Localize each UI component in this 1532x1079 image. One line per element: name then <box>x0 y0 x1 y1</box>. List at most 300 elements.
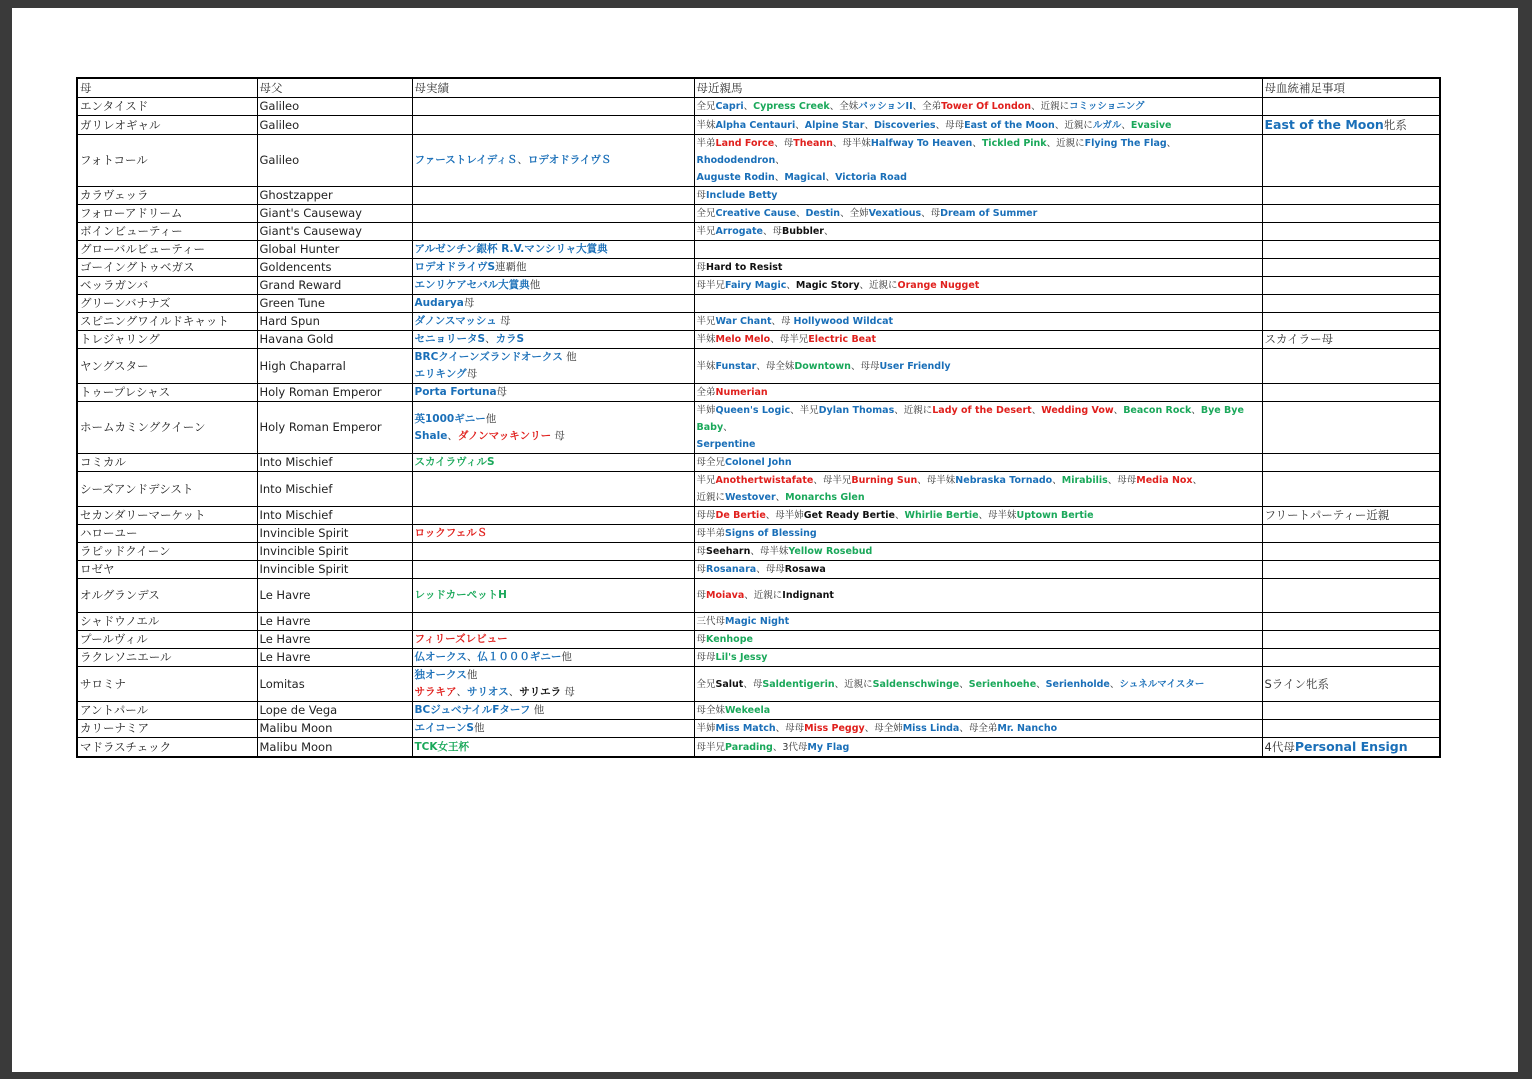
text-run: Shale <box>414 429 448 442</box>
table-row <box>77 543 1440 561</box>
text-run: Queen's Logic <box>715 405 791 416</box>
dam-performance-cell <box>412 259 694 277</box>
cell-line <box>697 631 1260 648</box>
text-run: 母 <box>696 590 707 601</box>
dam-sire-cell: Green Tune <box>257 295 412 313</box>
text-run: 半姉 <box>696 723 716 734</box>
text-run: 全兄 <box>696 208 716 219</box>
text-run: Monarchs Glen <box>785 492 865 503</box>
cell-line <box>415 684 692 701</box>
table-row <box>77 702 1440 720</box>
cell-line <box>697 436 1260 453</box>
cell-line <box>697 489 1260 506</box>
text-run: アルゼンチン銀杯 R.V.マンシリャ大賞典 <box>414 243 608 255</box>
dam-name-cell: ガリレオギャル <box>77 116 257 135</box>
pedigree-note-cell <box>1262 561 1440 579</box>
table-row <box>77 525 1440 543</box>
text-run: Sライン牝系 <box>1264 676 1329 691</box>
text-run: 、近親に <box>834 678 873 690</box>
dam-relatives-cell <box>694 349 1262 384</box>
text-run: シュネルマイスター <box>1119 678 1205 690</box>
cell-line <box>415 241 692 258</box>
cell-line <box>415 295 692 312</box>
cell-line <box>415 525 692 542</box>
dam-relatives-cell <box>694 613 1262 631</box>
dam-relatives-cell <box>694 223 1262 241</box>
text-run: パッションII <box>858 101 913 112</box>
pedigree-note-cell <box>1262 507 1440 525</box>
text-run: Indignant <box>782 590 834 601</box>
text-run: BRCクイーンズランドオークス <box>414 351 563 363</box>
text-run: 半兄 <box>696 316 716 327</box>
text-run: 、母半妹 <box>978 510 1017 521</box>
text-run: Wedding Vow <box>1041 405 1114 416</box>
dam-performance-cell <box>412 135 694 187</box>
text-run: 4代母 <box>1264 740 1295 754</box>
text-run: 、 <box>775 155 785 166</box>
pedigree-note-cell <box>1262 223 1440 241</box>
dam-relatives-cell <box>694 631 1262 649</box>
text-run: Whirlie Bertie <box>904 510 979 521</box>
dam-sire-cell: Giant's Causeway <box>257 205 412 223</box>
text-run: 他 <box>530 704 545 716</box>
pedigree-note-cell <box>1262 738 1440 758</box>
text-run: エイコーンS <box>414 722 474 734</box>
text-run: スカイラヴィルS <box>414 456 495 468</box>
text-run: Beacon Rock <box>1123 405 1192 416</box>
text-run: 、近親に <box>894 405 933 416</box>
pedigree-note-cell <box>1262 579 1440 613</box>
cell-line <box>697 135 1260 169</box>
text-run: Alpha Centauri <box>715 119 796 131</box>
dam-performance-cell <box>412 720 694 738</box>
dam-name-cell: ヤングスター <box>77 349 257 384</box>
text-run: 全兄 <box>696 101 716 112</box>
pedigree-note-cell <box>1262 613 1440 631</box>
dam-relatives-cell <box>694 135 1262 187</box>
cell-line <box>415 428 692 445</box>
text-run: 牝系 <box>1383 118 1407 132</box>
dam-sire-cell: Invincible Spirit <box>257 561 412 579</box>
text-run: East of the Moon <box>1264 117 1384 132</box>
text-run: 、近親に <box>1054 119 1093 131</box>
header-dam-performance: 母実績 <box>412 78 694 98</box>
dam-performance-cell <box>412 384 694 402</box>
text-run: 、 <box>1166 138 1177 149</box>
text-run: 独オークス <box>414 669 467 681</box>
text-run: Halfway To Heaven <box>870 138 973 149</box>
text-run: Melo Melo <box>715 334 771 345</box>
text-run: 、母半兄 <box>770 334 809 345</box>
pedigree-note-cell <box>1262 543 1440 561</box>
table-row <box>77 579 1440 613</box>
text-run: 母 <box>496 386 508 398</box>
table-row <box>77 331 1440 349</box>
dam-name-cell: ベッラガンバ <box>77 277 257 295</box>
text-run: ロデオドライヴS <box>414 261 496 273</box>
text-run: Lil's Jessy <box>715 652 768 663</box>
text-run: My Flag <box>807 741 850 753</box>
pedigree-note-cell <box>1262 187 1440 205</box>
cell-line <box>697 676 1260 693</box>
dam-performance-cell <box>412 349 694 384</box>
dam-name-cell: フォトコール <box>77 135 257 187</box>
text-run: エリキング <box>414 368 467 380</box>
dam-sire-cell: Into Mischief <box>257 454 412 472</box>
dam-relatives-cell <box>694 561 1262 579</box>
dam-sire-cell: Invincible Spirit <box>257 543 412 561</box>
dam-name-cell: サロミナ <box>77 667 257 702</box>
text-run: 母 <box>463 297 475 309</box>
table-row <box>77 116 1440 135</box>
dam-relatives-cell <box>694 384 1262 402</box>
dam-performance-cell <box>412 702 694 720</box>
cell-line <box>697 169 1260 186</box>
text-run: War Chant <box>715 316 772 327</box>
cell-line <box>697 720 1260 737</box>
dam-name-cell: ボインビューティー <box>77 223 257 241</box>
dam-sire-cell: Lope de Vega <box>257 702 412 720</box>
dam-performance-cell <box>412 525 694 543</box>
text-run: 、母半妹 <box>917 475 956 486</box>
cell-line <box>697 587 1260 604</box>
pedigree-note-cell <box>1262 98 1440 116</box>
text-run: Personal Ensign <box>1294 739 1408 754</box>
text-run: Get Ready Bertie <box>803 510 895 521</box>
text-run: 、 <box>775 492 786 503</box>
text-run: 半姉 <box>696 405 716 416</box>
text-run: 、 <box>1052 475 1062 486</box>
dam-sire-cell: Le Havre <box>257 631 412 649</box>
header-row <box>77 78 1440 98</box>
text-run: Lady of the Desert <box>932 405 1032 416</box>
text-run: Alpine Star <box>804 119 865 131</box>
dam-name-cell: マドラスチェック <box>77 738 257 758</box>
dam-performance-cell <box>412 331 694 349</box>
pedigree-note-cell <box>1262 402 1440 454</box>
text-run: 連覇他 <box>495 261 527 273</box>
text-run: Capri <box>715 101 744 112</box>
cell-line <box>697 649 1260 666</box>
header-pedigree-notes: 母血統補足事項 <box>1262 78 1440 98</box>
cell-line <box>697 205 1260 222</box>
text-run: 半妹 <box>696 334 716 345</box>
text-run: Miss Linda <box>902 723 960 734</box>
text-run: 母 <box>551 429 565 442</box>
cell-line <box>697 507 1260 524</box>
dam-performance-cell <box>412 241 694 259</box>
text-run: Hollywood Wildcat <box>793 316 894 327</box>
text-run: 、 <box>972 138 982 149</box>
dam-name-cell: ハローユー <box>77 525 257 543</box>
text-run: 、 <box>1191 405 1201 416</box>
text-run: Parading <box>725 741 773 753</box>
text-run: 、 <box>508 686 520 698</box>
pedigree-note-cell <box>1262 295 1440 313</box>
dam-relatives-cell <box>694 241 1262 259</box>
text-run: Land Force <box>715 138 775 149</box>
text-run: 、 <box>894 510 905 521</box>
text-run: 母半兄 <box>696 280 726 291</box>
cell-line <box>697 613 1260 630</box>
text-run: Evasive <box>1130 119 1172 131</box>
dam-performance-cell <box>412 561 694 579</box>
dam-performance-cell <box>412 187 694 205</box>
text-run: 、 <box>723 422 733 433</box>
text-run: Magic Story <box>795 280 860 291</box>
text-run: 母母 <box>696 652 716 663</box>
text-run: Burning Sun <box>851 475 918 486</box>
text-run: 他 <box>561 651 572 663</box>
dam-name-cell: シャドウノエル <box>77 613 257 631</box>
table-row <box>77 667 1440 702</box>
cell-line <box>697 223 1260 240</box>
text-run: Salut <box>715 678 744 690</box>
cell-line <box>697 98 1260 115</box>
text-run: 、母 <box>771 316 794 327</box>
text-run: 、 <box>743 101 754 112</box>
text-run: 母 <box>496 315 511 327</box>
dam-performance-cell <box>412 472 694 507</box>
table-row <box>77 613 1440 631</box>
text-run: 、近親に <box>1046 138 1085 149</box>
text-run: Anothertwistafate <box>715 475 814 486</box>
text-run: Bubbler <box>781 226 824 237</box>
text-run: 、母 <box>921 208 941 219</box>
document-page <box>12 8 1518 1072</box>
dam-sire-cell: Galileo <box>257 135 412 187</box>
dam-performance-cell <box>412 543 694 561</box>
dam-name-cell: グリーンバナナズ <box>77 295 257 313</box>
dam-sire-cell: Le Havre <box>257 613 412 631</box>
text-run: User Friendly <box>879 360 951 372</box>
pedigree-note-cell <box>1262 116 1440 135</box>
text-run: 近親に <box>696 492 726 503</box>
text-run: Hard to Resist <box>706 262 783 273</box>
pedigree-note-cell <box>1262 472 1440 507</box>
text-run: Dylan Thomas <box>818 405 895 416</box>
table-body <box>77 78 1440 757</box>
text-run: Auguste Rodin <box>696 172 775 183</box>
dam-sire-cell: Galileo <box>257 98 412 116</box>
dam-performance-cell <box>412 649 694 667</box>
text-run: フリートパーティー近親 <box>1264 508 1390 522</box>
cell-line <box>697 543 1260 560</box>
text-run: Moiava <box>706 590 745 601</box>
table-row <box>77 98 1440 116</box>
text-run: 、 <box>774 172 785 183</box>
text-run: 全弟 <box>696 387 716 398</box>
dam-performance-cell <box>412 277 694 295</box>
cell-line <box>415 702 692 719</box>
header-dam-relatives: 母近親馬 <box>694 78 1262 98</box>
dam-relatives-cell <box>694 720 1262 738</box>
text-run: 、 <box>1109 678 1120 690</box>
text-run: 英1000ギニー <box>414 412 486 425</box>
text-run: 他 <box>473 722 485 734</box>
text-run: Destin <box>805 208 841 219</box>
text-run: Bye Bye Baby <box>696 405 1244 433</box>
dam-name-cell: トレジャリング <box>77 331 257 349</box>
text-run: TCK女王杯 <box>414 740 470 753</box>
text-run: Orange Nugget <box>897 280 980 291</box>
text-run: 、母母 <box>775 723 805 734</box>
text-run: 、 <box>786 280 796 291</box>
text-run: 、 <box>959 678 969 690</box>
dam-name-cell: セカンダリーマーケット <box>77 507 257 525</box>
text-run: ルガル <box>1092 119 1122 131</box>
text-run: 他 <box>466 669 478 681</box>
cell-line <box>697 702 1260 719</box>
text-run: Rhododendron <box>696 155 776 166</box>
dam-relatives-cell <box>694 205 1262 223</box>
text-run: Arrogate <box>715 226 763 237</box>
cell-line <box>415 259 692 276</box>
text-run: 半兄 <box>696 226 716 237</box>
text-run: Vexatious <box>868 208 922 219</box>
table-row <box>77 561 1440 579</box>
text-run: Media Nox <box>1136 475 1193 486</box>
text-run: 、 <box>517 154 528 166</box>
text-run: 、母 <box>762 226 782 237</box>
dam-relatives-cell <box>694 702 1262 720</box>
dam-sire-cell: Malibu Moon <box>257 720 412 738</box>
text-run: 仏オークス <box>414 651 467 663</box>
text-run: 、母全妹 <box>756 360 795 372</box>
text-run: 、母母 <box>1107 475 1137 486</box>
text-run: 半弟 <box>696 138 716 149</box>
dam-performance-cell <box>412 738 694 758</box>
dam-name-cell: アントパール <box>77 702 257 720</box>
dam-name-cell: ラクレソニエール <box>77 649 257 667</box>
text-run: カラS <box>495 333 525 345</box>
text-run: 、母半妹 <box>832 138 871 149</box>
text-run: 、母全姉 <box>864 723 903 734</box>
cell-line <box>697 561 1260 578</box>
dam-name-cell: ホームカミングクイーン <box>77 402 257 454</box>
table-row <box>77 507 1440 525</box>
text-run: 半兄 <box>696 475 716 486</box>
text-run: Rosanara <box>706 564 757 575</box>
text-run: Cypress Creek <box>753 101 830 112</box>
table-row <box>77 384 1440 402</box>
text-run: Funstar <box>715 360 757 372</box>
text-run: 、全姉 <box>840 208 869 219</box>
dam-relatives-cell <box>694 331 1262 349</box>
dam-sire-cell: Invincible Spirit <box>257 525 412 543</box>
text-run: Kenhope <box>706 634 753 645</box>
pedigree-note-cell <box>1262 720 1440 738</box>
text-run: サリオス <box>467 686 509 698</box>
dam-name-cell: オルグランデス <box>77 579 257 613</box>
text-run: フィリーズレビュー <box>414 633 508 645</box>
dam-relatives-cell <box>694 649 1262 667</box>
text-run: Seeharn <box>706 546 751 557</box>
text-run: レッドカーペットH <box>414 589 507 601</box>
text-run: 、 <box>864 119 874 131</box>
pedigree-note-cell <box>1262 702 1440 720</box>
text-run: Electric Beat <box>808 334 877 345</box>
text-run: 、全妹 <box>829 101 859 112</box>
dam-name-cell: カラヴェッラ <box>77 187 257 205</box>
text-run: 他 <box>485 412 497 425</box>
pedigree-note-cell <box>1262 277 1440 295</box>
dam-sire-cell: Ghostzapper <box>257 187 412 205</box>
text-run: ファーストレイディＳ <box>414 154 518 166</box>
text-run: 、母全弟 <box>959 723 998 734</box>
text-run: 他 <box>562 351 577 363</box>
table-row <box>77 205 1440 223</box>
cell-line <box>697 402 1260 436</box>
text-run: Audarya <box>414 297 464 309</box>
dam-sire-cell: Hard Spun <box>257 313 412 331</box>
dam-relatives-cell <box>694 525 1262 543</box>
pedigree-note-cell <box>1262 631 1440 649</box>
text-run: セニョリータS <box>414 333 486 345</box>
dam-relatives-cell <box>694 402 1262 454</box>
pedigree-note-cell <box>1262 205 1440 223</box>
text-run: Miss Match <box>715 723 776 734</box>
dam-performance-cell <box>412 631 694 649</box>
cell-line <box>1265 676 1438 693</box>
text-run: 、母 <box>774 138 794 149</box>
text-run: Saldentigerin <box>762 678 835 690</box>
text-run: Creative Cause <box>715 208 797 219</box>
dam-sire-cell: Le Havre <box>257 649 412 667</box>
pedigree-note-cell <box>1262 259 1440 277</box>
cell-line <box>1265 116 1438 134</box>
dam-relatives-cell <box>694 472 1262 507</box>
dam-relatives-cell <box>694 738 1262 758</box>
dam-performance-cell <box>412 613 694 631</box>
text-run: 母 <box>561 686 575 698</box>
header-dam: 母 <box>77 78 257 98</box>
dam-performance-cell <box>412 454 694 472</box>
text-run: 母半兄 <box>696 741 726 753</box>
cell-line <box>697 525 1260 542</box>
text-run: 、母半兄 <box>813 475 852 486</box>
table-row <box>77 277 1440 295</box>
cell-line <box>697 117 1260 134</box>
dam-relatives-cell <box>694 116 1262 135</box>
cell-line <box>697 472 1260 489</box>
text-run: 母全兄 <box>696 457 726 468</box>
table-row <box>77 295 1440 313</box>
dam-name-cell: グローバルビューティー <box>77 241 257 259</box>
cell-line <box>697 259 1260 276</box>
text-run: スカイラー母 <box>1264 332 1334 346</box>
dam-relatives-cell <box>694 277 1262 295</box>
text-run: 、 <box>796 208 806 219</box>
dam-performance-cell <box>412 667 694 702</box>
text-run: 他 <box>529 279 541 291</box>
cell-line <box>415 152 692 169</box>
dam-relatives-cell <box>694 454 1262 472</box>
dam-sire-cell: High Chaparral <box>257 349 412 384</box>
text-run: 母 <box>466 368 478 380</box>
text-run: 母 <box>696 262 707 273</box>
pedigree-note-cell <box>1262 331 1440 349</box>
dam-name-cell: プールヴィル <box>77 631 257 649</box>
cell-line <box>697 384 1260 401</box>
pedigree-table <box>76 77 1441 758</box>
cell-line <box>415 739 692 756</box>
text-run: 、 <box>456 686 467 698</box>
text-run: Nebraska Tornado <box>955 475 1053 486</box>
text-run: Dream of Summer <box>940 208 1038 219</box>
cell-line <box>697 277 1260 294</box>
dam-performance-cell <box>412 579 694 613</box>
